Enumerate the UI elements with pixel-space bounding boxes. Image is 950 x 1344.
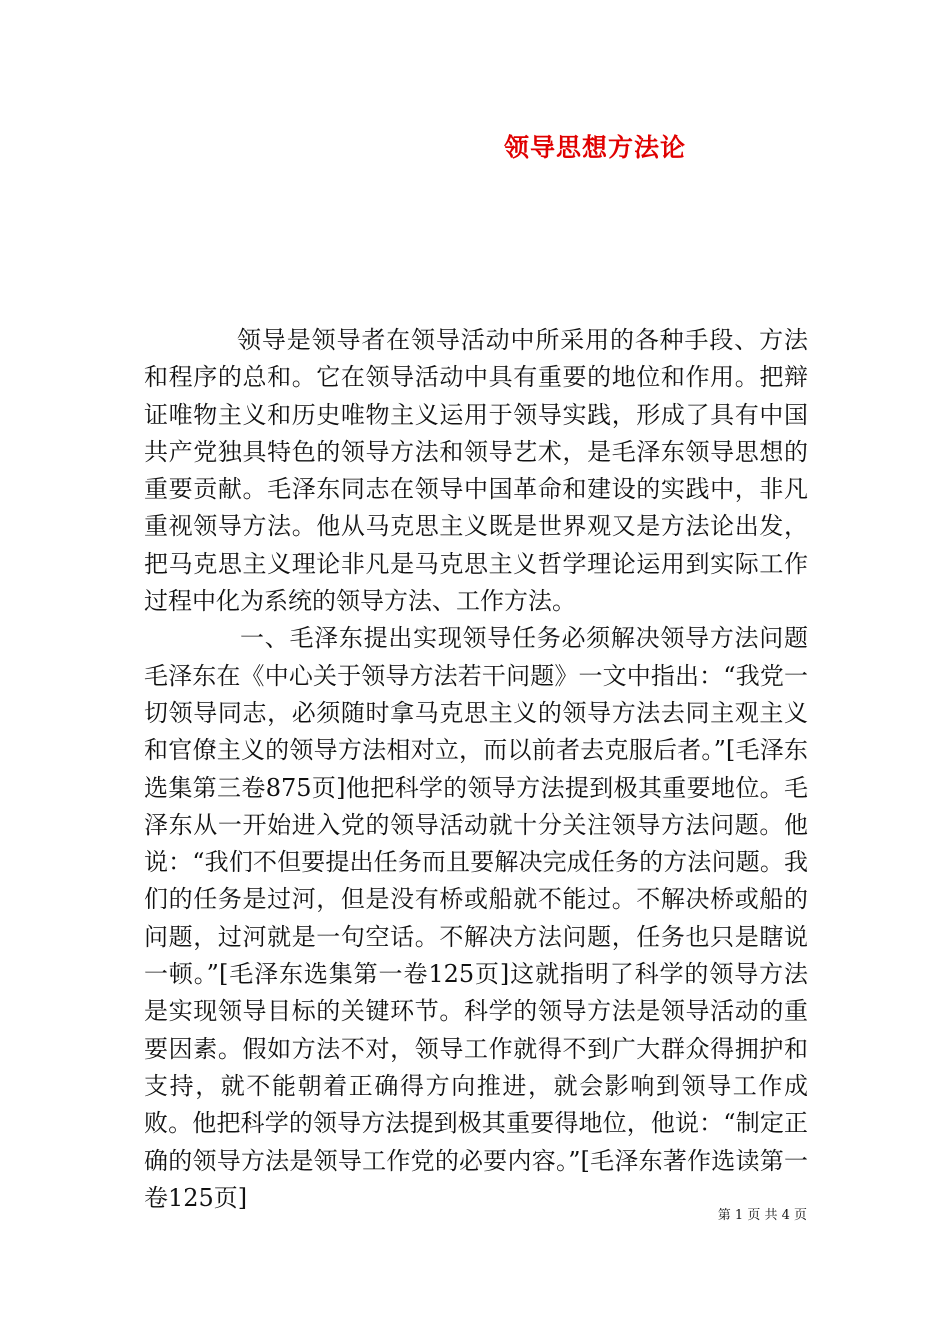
document-title: 领导思想方法论 <box>503 133 686 162</box>
paragraph-intro: 领导是领导者在领导活动中所采用的各种手段、方法和程序的总和。它在领导活动中具有重要的地位和作用。把辩证唯物主义和历史唯物主义运用于领导实践，形成了具有中国共产党独具特色的领导方法和领导艺术，是毛泽东领导思想的重要贡献。毛泽东同志在领导中国革命和建设的实践中，非凡重视领导方法。他从马克思主义既是世界观又是方法论出发，把马克思主义理论非凡是马克思主义哲学理论运用到实际工作过程中化为系统的领导方法、工作方法。 <box>144 326 808 616</box>
paragraph-section-one: 一、毛泽东提出实现领导任务必须解决领导方法问题毛泽东在《中心关于领导方法若干问题》一文中指出：“我党一切领导同志，必须随时拿马克思主义的领导方法去同主观主义和官僚主义的领导方法相对立，而以前者去克服后者。”[毛泽东选集第三卷875页]他把科学的领导方法提到极其重要地位。毛泽东从一开始进入党的领导活动就十分关注领导方法问题。他说：“我们不但要提出任务而且要解决完成任务的方法问题。我们的任务是过河，但是没有桥或船就不能过。不解决桥或船的问题，过河就是一句空话。不解决方法问题，任务也只是瞎说一顿。”[毛泽东选集第一卷125页]这就指明了科学的领导方法是实现领导目标的关键环节。科学的领导方法是领导活动的重要因素。假如方法不对，领导工作就得不到广大群众得拥护和支持，就不能朝着正确得方向推进，就会影响到领导工作成败。他把科学的领导方法提到极其重要得地位，他说：“制定正确的领导方法是领导工作党的必要内容。”[毛泽东著作选读第一卷125页] <box>144 624 808 1212</box>
document-body <box>144 322 808 1217</box>
page-footer: 第 1 页 共 4 页 <box>717 1208 807 1223</box>
